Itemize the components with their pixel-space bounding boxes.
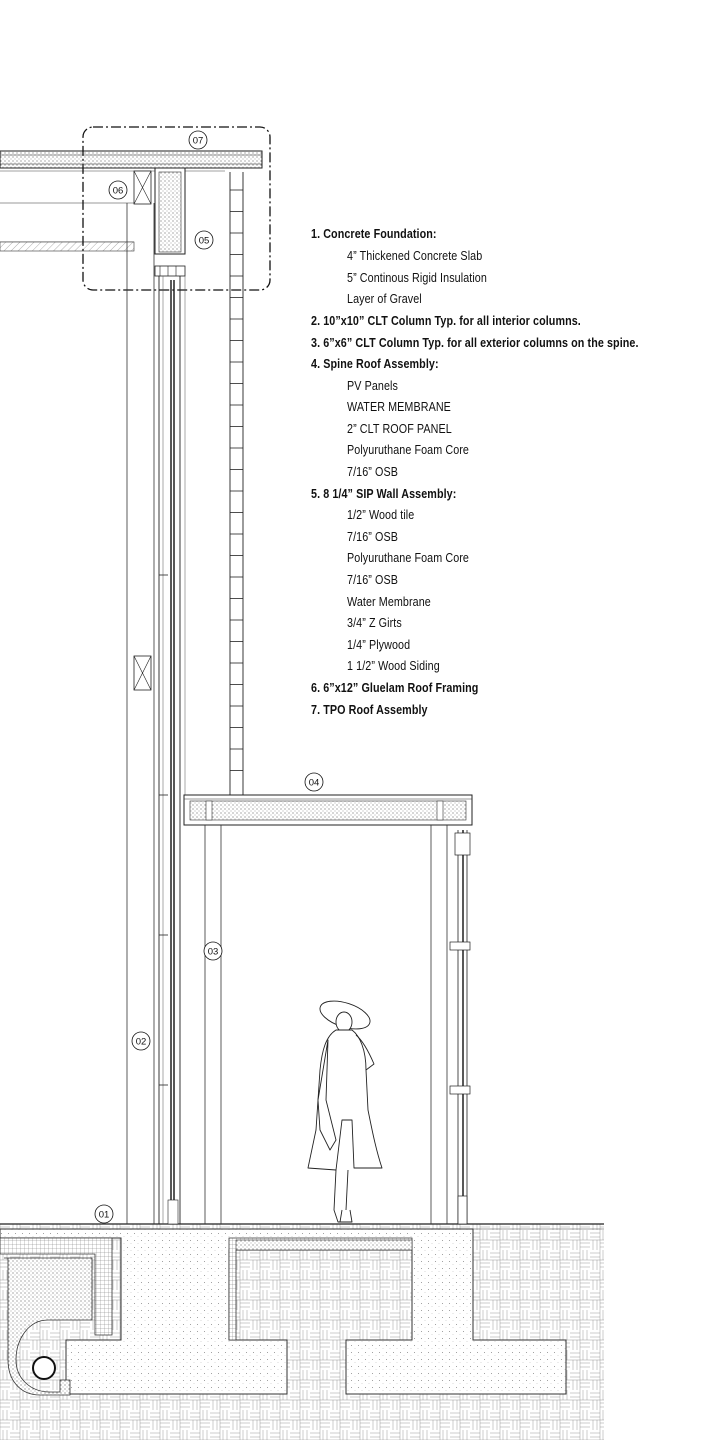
svg-text:07: 07 xyxy=(192,135,204,147)
note-4e: 7/16” OSB xyxy=(347,465,398,479)
tag-05 xyxy=(195,231,213,249)
tpo-roof-assembly xyxy=(0,151,262,171)
note-1: 1. Concrete Foundation: xyxy=(311,227,437,241)
svg-text:05: 05 xyxy=(198,235,210,247)
drain-pipe xyxy=(33,1357,55,1379)
svg-text:04: 04 xyxy=(308,777,320,789)
tag-07 xyxy=(189,131,207,149)
note-4: 4. Spine Roof Assembly: xyxy=(311,357,439,371)
spine-mullion xyxy=(230,172,243,795)
note-5f: 3/4” Z Girts xyxy=(347,616,402,630)
human-scale-figure xyxy=(308,996,382,1222)
note-4c: 2” CLT ROOF PANEL xyxy=(347,422,452,436)
note-1c: Layer of Gravel xyxy=(347,292,422,306)
svg-text:01: 01 xyxy=(98,1209,110,1221)
note-5g: 1/4” Plywood xyxy=(347,638,411,652)
note-5h: 1 1/2” Wood Siding xyxy=(347,659,440,673)
ground-section xyxy=(0,1224,604,1440)
note-1a: 4” Thickened Concrete Slab xyxy=(347,249,483,263)
note-5c: Polyuruthane Foam Core xyxy=(347,551,469,565)
gluelam-roof-framing xyxy=(0,171,151,251)
svg-text:02: 02 xyxy=(135,1036,147,1048)
note-5a: 1/2” Wood tile xyxy=(347,508,415,522)
note-1b: 5” Continous Rigid Insulation xyxy=(347,271,487,285)
right-mullion xyxy=(450,830,470,1224)
svg-text:06: 06 xyxy=(112,185,124,197)
note-5d: 7/16” OSB xyxy=(347,573,398,587)
tag-03 xyxy=(204,942,222,960)
interior-column xyxy=(127,203,154,1224)
svg-text:03: 03 xyxy=(207,946,219,958)
note-4b: WATER MEMBRANE xyxy=(347,400,451,414)
note-5: 5. 8 1/4” SIP Wall Assembly: xyxy=(311,487,457,501)
note-4a: PV Panels xyxy=(347,379,398,393)
exterior-wall xyxy=(159,276,185,1224)
sip-wall-top xyxy=(155,168,185,276)
note-5b: 7/16” OSB xyxy=(347,530,398,544)
tag-01 xyxy=(95,1205,113,1223)
tag-bubbles xyxy=(95,131,323,1223)
tag-02 xyxy=(132,1032,150,1050)
note-3: 3. 6”x6” CLT Column Typ. for all exterior columns on the spine. xyxy=(311,336,639,350)
note-2: 2. 10”x10” CLT Column Typ. for all interior columns. xyxy=(311,314,581,328)
note-6: 6. 6”x12” Gluelam Roof Framing xyxy=(311,681,479,695)
note-7: 7. TPO Roof Assembly xyxy=(311,703,428,717)
note-4d: Polyuruthane Foam Core xyxy=(347,443,469,457)
spine-roof-assembly xyxy=(184,795,472,825)
tag-06 xyxy=(109,181,127,199)
tag-04 xyxy=(305,773,323,791)
note-5e: Water Membrane xyxy=(347,595,431,609)
